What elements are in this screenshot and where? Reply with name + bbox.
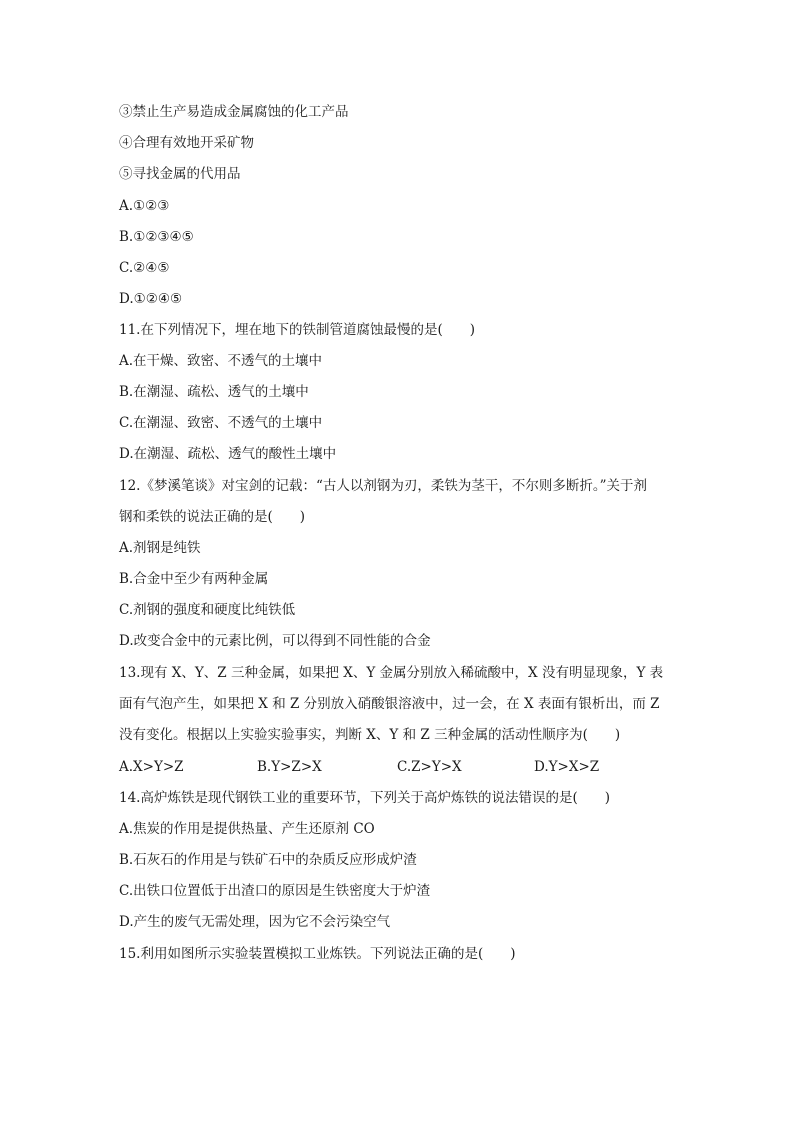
list-item-3: ③禁止生产易造成金属腐蚀的化工产品 (119, 104, 349, 120)
q13-option-d: D.Y>X>Z (534, 759, 600, 775)
q14-option-b: B.石灰石的作用是与铁矿石中的杂质反应形成炉渣 (119, 852, 417, 868)
q12-stem-line-1: 12.《梦溪笔谈》对宝剑的记载：“古人以剂钢为刃，柔铁为茎干，不尔则多断折。”关于剂 (119, 478, 648, 494)
q10-option-a: A.①②③ (119, 198, 170, 214)
q13-option-c: C.Z>Y>X (397, 759, 462, 775)
q11-option-c: C.在潮湿、致密、不透气的土壤中 (119, 415, 323, 431)
q15-stem: 15.利用如图所示实验装置模拟工业炼铁。下列说法正确的是( ) (119, 946, 516, 962)
list-item-4: ④合理有效地开采矿物 (119, 135, 254, 151)
q14-stem: 14.高炉炼铁是现代钢铁工业的重要环节，下列关于高炉炼铁的说法错误的是( ) (119, 790, 611, 806)
q13-option-b: B.Y>Z>X (257, 759, 322, 775)
q12-option-a: A.剂钢是纯铁 (119, 540, 201, 556)
q11-option-a: A.在干燥、致密、不透气的土壤中 (119, 353, 323, 369)
q14-option-d: D.产生的废气无需处理，因为它不会污染空气 (119, 914, 391, 930)
q13-stem-line-3: 没有变化。根据以上实验实验事实，判断 X、Y 和 Z 三种金属的活动性顺序为( ) (119, 727, 621, 743)
q14-option-a: A.焦炭的作用是提供热量、产生还原剂 CO (119, 821, 375, 837)
q11-option-d: D.在潮湿、疏松、透气的酸性土壤中 (119, 446, 337, 462)
q10-option-c: C.②④⑤ (119, 260, 170, 276)
q10-option-b: B.①②③④⑤ (119, 229, 194, 245)
q10-option-d: D.①②④⑤ (119, 291, 183, 307)
q13-stem-line-1: 13.现有 X、Y、Z 三种金属，如果把 X、Y 金属分别放入稀硫酸中，X 没有明显现象，Y 表 (119, 665, 664, 681)
q12-stem-line-2: 钢和柔铁的说法正确的是( ) (119, 509, 306, 525)
q11-option-b: B.在潮湿、疏松、透气的土壤中 (119, 384, 309, 400)
q14-option-c: C.出铁口位置低于出渣口的原因是生铁密度大于炉渣 (119, 883, 431, 899)
q12-option-d: D.改变合金中的元素比例，可以得到不同性能的合金 (119, 633, 431, 649)
q12-option-b: B.合金中至少有两种金属 (119, 571, 269, 587)
q11-stem: 11.在下列情况下，埋在地下的铁制管道腐蚀最慢的是( ) (119, 322, 476, 338)
q12-option-c: C.剂钢的强度和硬度比纯铁低 (119, 602, 296, 618)
list-item-5: ⑤寻找金属的代用品 (119, 166, 241, 182)
q13-stem-line-2: 面有气泡产生，如果把 X 和 Z 分别放入硝酸银溶液中，过一会，在 X 表面有银析出，而 Z (119, 696, 660, 712)
q13-option-a: A.X>Y>Z (119, 759, 184, 775)
